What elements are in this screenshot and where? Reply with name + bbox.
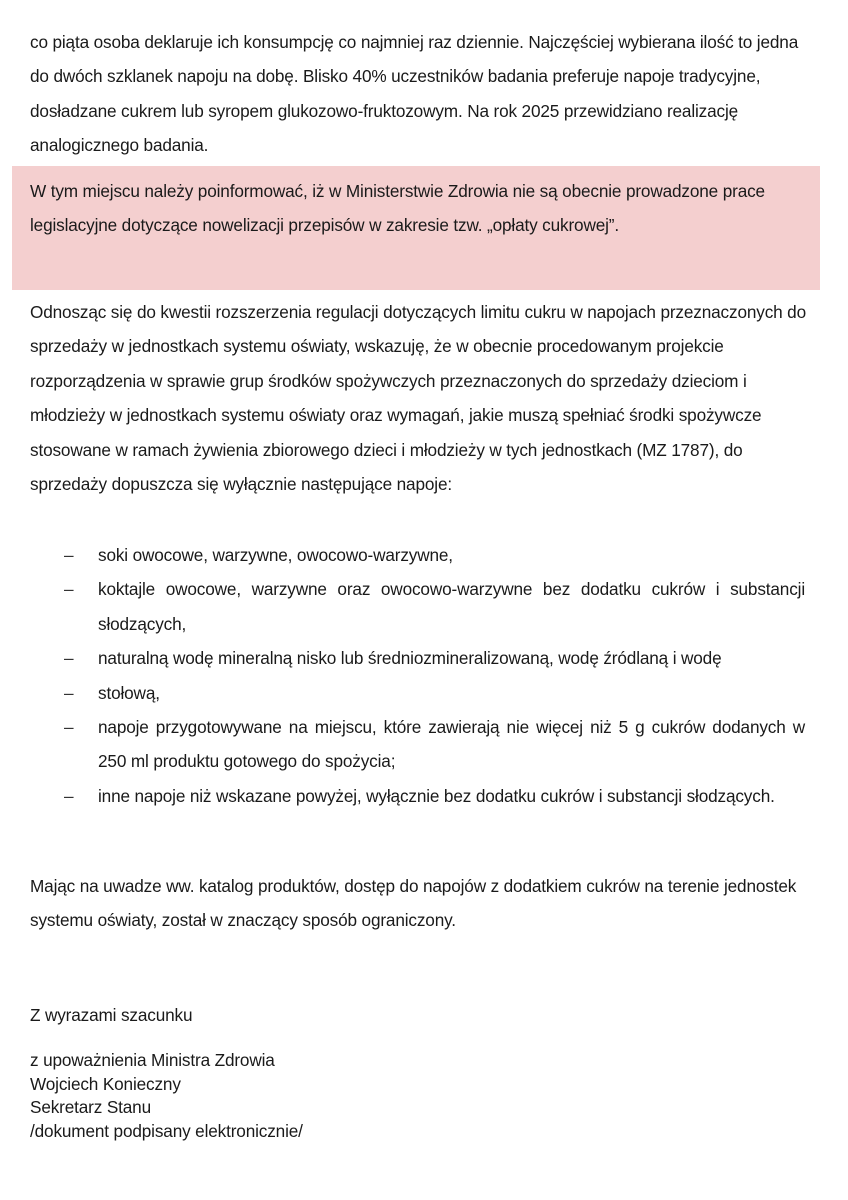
list-item	[30, 779, 805, 813]
closing-greeting-block	[30, 1004, 192, 1028]
list-item	[30, 676, 805, 710]
signatory-title: Sekretarz Stanu	[30, 1097, 151, 1117]
list-item-text: koktajle owocowe, warzywne oraz owocowo-warzywne bez dodatku cukrów i substancji słodzących,	[98, 579, 805, 634]
signature-block	[30, 1049, 303, 1143]
paragraph-survey-results: co piąta osoba deklaruje ich konsumpcję co najmniej raz dziennie. Najczęściej wybierana ilość to jedna do dwóch szklanek napoju na dobę. Blisko 40% uczestników badania preferuje napoje tradycyjne, dosładzane cukrem lub syropem glukozowo-fruktozowym. Na rok 2025 przewidziano realizację analogicznego badania.	[30, 32, 799, 156]
list-item-text: naturalną wodę mineralną nisko lub średniozmineralizowaną, wodę źródlaną i wodę	[98, 648, 722, 669]
dash-bullet: –	[64, 717, 74, 738]
dash-bullet: –	[64, 545, 74, 565]
electronic-signature-note: /dokument podpisany elektronicznie/	[30, 1120, 303, 1141]
dash-bullet: –	[64, 682, 74, 703]
closing-greeting: Z wyrazami szacunku	[30, 1005, 193, 1025]
allowed-beverages-list	[30, 538, 805, 813]
list-item	[30, 641, 805, 675]
list-item	[30, 538, 805, 572]
paragraph-conclusion: Mając na uwadze ww. katalog produktów, dostęp do napojów z dodatkiem cukrów na terenie jednostek systemu oświaty, został w znaczący sposób ograniczony.	[30, 876, 797, 931]
list-item-text: stołową,	[98, 682, 160, 703]
paragraph-school-regulation: Odnosząc się do kwestii rozszerzenia regulacji dotyczących limitu cukru w napojach przeznaczonych do sprzedaży w jednostkach systemu oświaty, wskazuję, że w obecnie procedowanym projekcie rozporządzenia w sprawie grup środków spożywczych przeznaczonych do sprzedaży dzieciom i młodzieży w jednostkach systemu oświaty oraz wymagań, jakie muszą spełniać środki spożywcze stosowane w ramach żywienia zbiorowego dzieci i młodzieży w tych jednostkach (MZ 1787), do sprzedaży dopuszcza się wyłącznie następujące napoje:	[30, 302, 806, 495]
dash-bullet: –	[64, 579, 74, 600]
list-item-text: soki owocowe, warzywne, owocowo-warzywne,	[98, 545, 453, 565]
signature-authority: z upoważnienia Ministra Zdrowia	[30, 1050, 275, 1070]
dash-bullet: –	[64, 785, 74, 806]
dash-bullet: –	[64, 648, 74, 669]
signatory-name: Wojciech Konieczny	[30, 1073, 181, 1094]
list-item	[30, 710, 805, 779]
list-item-text: inne napoje niż wskazane powyżej, wyłącznie bez dodatku cukrów i substancji słodzących.	[98, 785, 775, 806]
list-item-text: napoje przygotowywane na miejscu, które zawierają nie więcej niż 5 g cukrów dodanych w 250 ml produktu gotowego do spożycia;	[98, 717, 805, 772]
list-item	[30, 572, 805, 641]
paragraph-sugar-fee-highlighted: W tym miejscu należy poinformować, iż w Ministerstwie Zdrowia nie są obecnie prowadzone prace legislacyjne dotyczące nowelizacji przepisów w zakresie tzw. „opłaty cukrowej”.	[30, 181, 765, 236]
